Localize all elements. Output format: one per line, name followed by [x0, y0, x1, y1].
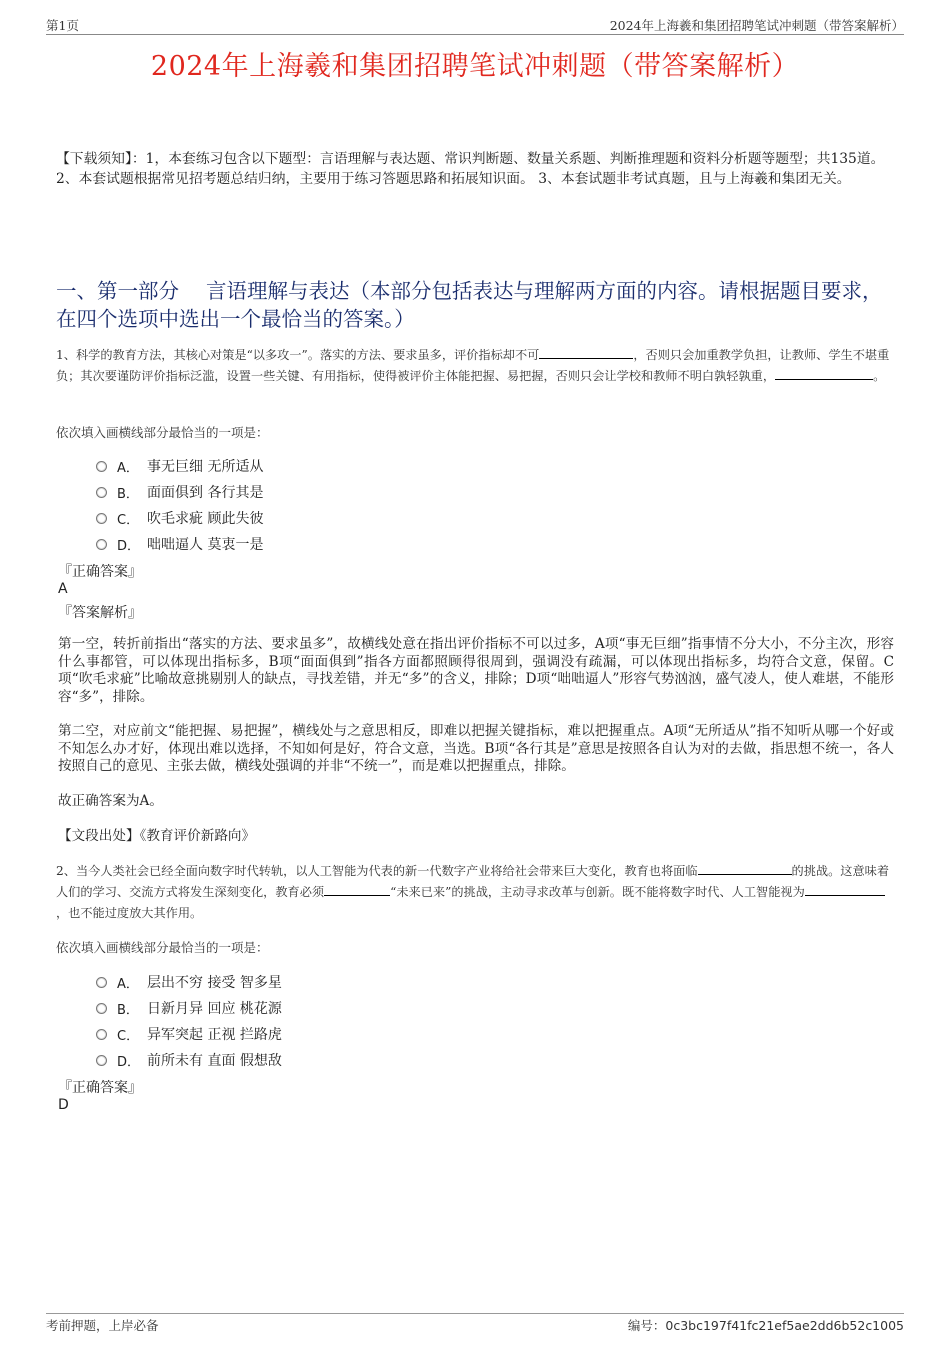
question-2-stem	[56, 861, 894, 924]
radio-icon[interactable]	[96, 977, 107, 988]
q1-analysis-paragraph-1: 第一空，转折前指出“落实的方法、要求虽多”，故横线处意在指出评价指标不可以过多，A项“事无巨细”指事情不分大小，不分主次，形容什么事都管，可以体现出指标多，B项“面面俱到”指各方面都照顾得很周到，强调没有疏漏，可以体现出指标多，均符合文意，保留。C项“吹毛求疵”比喻故意挑剔别人的缺点，寻找差错，并无“多”的含义，排除；D项“咄咄逼人”形容气势汹汹，盛气凌人，使人难堪，不能形容“多”，排除。	[58, 636, 894, 705]
q2-answer: D	[58, 1097, 69, 1113]
option-letter: D．	[117, 1054, 141, 1070]
q2-option-c[interactable]	[96, 1021, 282, 1047]
page-footer	[46, 1313, 904, 1333]
option-text: 咄咄逼人 莫衷一是	[147, 537, 264, 553]
option-letter: A．	[117, 460, 139, 476]
option-text: 异军突起 正视 拦路虎	[147, 1027, 282, 1043]
q1-answer: A	[58, 581, 68, 597]
fill-blank	[805, 882, 885, 896]
q1-analysis-paragraph-2: 第二空，对应前文“能把握、易把握”，横线处与之意思相反，即难以把握关键指标，难以把握重点。A项“无所适从”指不知听从哪一个好或不知怎么办才好，体现出难以选择，不知如何是好，符合文意，当选。B项“各行其是”意思是按照各自认为对的去做，指思想不统一，各人按照自己的意见、主张去做，横线处强调的并非“不统一”，而是难以把握重点，排除。	[58, 723, 894, 774]
q2-option-d[interactable]	[96, 1047, 282, 1073]
q1-source: 【文段出处】《教育评价新路向》	[58, 828, 256, 844]
footer-code	[628, 1316, 904, 1334]
radio-icon[interactable]	[96, 1029, 107, 1040]
q1-stem-part-a: 1、科学的教育方法，其核心对策是“以多攻一”。落实的方法、要求虽多，评价指标却不可	[56, 348, 540, 362]
radio-icon[interactable]	[96, 513, 107, 524]
option-text: 前所未有 直面 假想敌	[147, 1053, 282, 1069]
q2-stem-part-b: 的挑战。这意味着人们的学习、交流方式将发生深刻变化，教育必须	[56, 864, 890, 899]
q2-stem-part-a: 2、当今人类社会已经全面向数字时代转轨，以人工智能为代表的新一代数字产业将给社会带来巨大变化，教育也将面临	[56, 864, 698, 878]
fill-blank	[324, 882, 390, 896]
option-text: 事无巨细 无所适从	[147, 459, 264, 475]
option-letter: B．	[117, 1002, 139, 1018]
option-text: 层出不穷 接受 智多星	[147, 975, 282, 991]
q1-answer-label: 『正确答案』	[58, 564, 142, 580]
radio-icon[interactable]	[96, 1055, 107, 1066]
option-text: 日新月异 回应 桃花源	[147, 1001, 282, 1017]
q1-prompt: 依次填入画横线部分最恰当的一项是：	[56, 425, 269, 440]
option-letter: C．	[117, 512, 140, 528]
q1-option-c[interactable]	[96, 505, 263, 531]
q2-options	[96, 969, 282, 1073]
q2-stem-part-c: “未来已来”的挑战，主动寻求改革与创新。既不能将数字时代、人工智能视为	[390, 885, 805, 899]
q1-analysis-label: 『答案解析』	[58, 605, 142, 621]
radio-icon[interactable]	[96, 461, 107, 472]
q2-stem-part-d: ，也不能过度放大其作用。	[56, 906, 203, 920]
q2-prompt: 依次填入画横线部分最恰当的一项是：	[56, 940, 269, 955]
q1-stem-part-c: 。	[873, 369, 886, 383]
q1-stem-part-b: ，否则只会加重教学负担，让教师、学生不堪重负；其次要谨防评价指标泛滥，设置一些关键、有用指标，使得被评价主体能把握、易把握，否则只会让学校和教师不明白孰轻孰重，	[56, 348, 890, 383]
q1-option-d[interactable]	[96, 531, 263, 557]
q1-option-b[interactable]	[96, 479, 263, 505]
radio-icon[interactable]	[96, 1003, 107, 1014]
option-letter: C．	[117, 1028, 140, 1044]
fill-blank	[539, 345, 633, 359]
q1-options	[96, 453, 263, 557]
fill-blank	[775, 366, 873, 380]
option-text: 吹毛求疵 顾此失彼	[147, 511, 264, 527]
option-letter: D．	[117, 538, 141, 554]
radio-icon[interactable]	[96, 539, 107, 550]
option-letter: B．	[117, 486, 139, 502]
fill-blank	[698, 861, 792, 875]
footer-slogan: 考前押题，上岸必备	[46, 1318, 159, 1333]
page-header	[46, 14, 904, 35]
q2-option-b[interactable]	[96, 995, 282, 1021]
download-notice: 【下载须知】：1，本套练习包含以下题型：言语理解与表达题、常识判断题、数量关系题、判断推理题和资料分析题等题型；共135道。 2、本套试题根据常见招考题总结归纳，主要用于练习答题思路和拓展知识面。 3、本套试题非考试真题，且与上海羲和集团无关。	[56, 151, 885, 187]
q1-conclusion: 故正确答案为A。	[58, 793, 163, 809]
option-text: 面面俱到 各行其是	[147, 485, 264, 501]
q2-option-a[interactable]	[96, 969, 282, 995]
footer-code-label: 编号：	[627, 1318, 666, 1333]
radio-icon[interactable]	[96, 487, 107, 498]
q1-option-a[interactable]	[96, 453, 263, 479]
page-number: 第1页	[46, 18, 79, 33]
option-letter: A．	[117, 976, 139, 992]
header-doc-title: 2024年上海羲和集团招聘笔试冲刺题（带答案解析）	[609, 18, 904, 33]
section-title: 一、第一部分 言语理解与表达（本部分包括表达与理解两方面的内容。请根据题目要求，在四个选项中选出一个最恰当的答案。）	[56, 279, 883, 331]
page-title: 2024年上海羲和集团招聘笔试冲刺题（带答案解析）	[150, 51, 800, 82]
footer-code-value: 0c3bc197f41fc21ef5ae2dd6b52c1005	[665, 1318, 904, 1333]
question-1-stem	[56, 345, 894, 387]
q2-answer-label: 『正确答案』	[58, 1080, 142, 1096]
